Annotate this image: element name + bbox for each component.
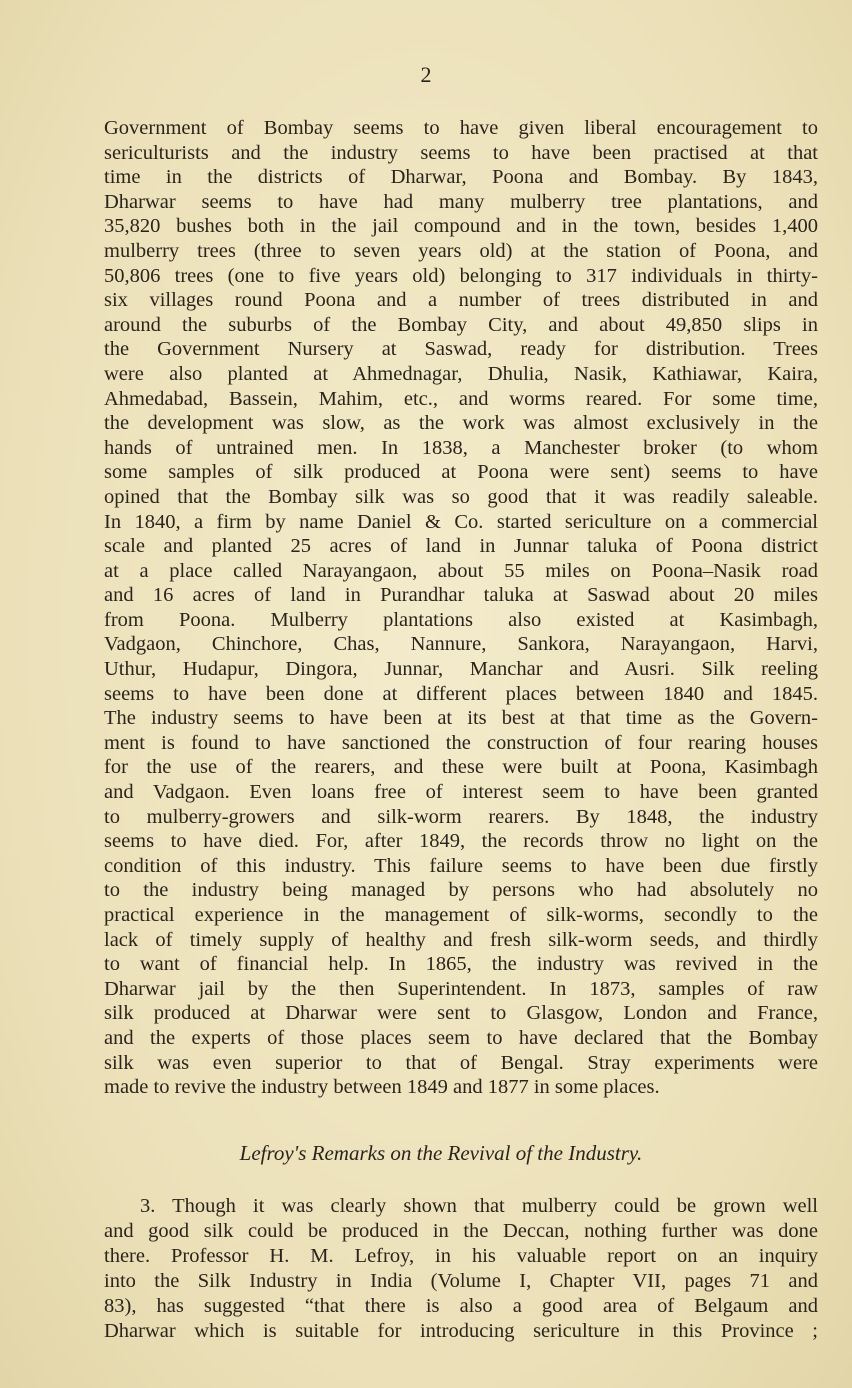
text-line: opined that the Bombay silk was so good that it was readily saleable.	[104, 485, 818, 508]
text-line: for the use of the rearers, and these were built at Poona, Kasimbagh	[104, 756, 818, 779]
text-line: lack of timely supply of healthy and fresh silk-worm seeds, and thirdly	[104, 928, 818, 951]
text-line: Vadgaon, Chinchore, Chas, Nannure, Sankora, Narayangaon, Harvi,	[104, 633, 818, 656]
text-line: Dharwar which is suitable for introducing sericulture in this Province ;	[104, 1320, 818, 1342]
text-line: and Vadgaon. Even loans free of interest seem to have been granted	[104, 781, 818, 804]
text-line: Dharwar seems to have had many mulberry tree plantations, and	[104, 190, 818, 213]
text-line: The industry seems to have been at its best at that time as the Govern-	[104, 707, 818, 730]
text-line: practical experience in the management of silk-worms, secondly to the	[104, 904, 818, 926]
text-line: there. Professor H. M. Lefroy, in his valuable report on an inquiry	[104, 1245, 818, 1267]
text-line: In 1840, a firm by name Daniel & Co. started sericulture on a commercial	[104, 510, 818, 533]
text-line: mulberry trees (three to seven years old) at the station of Poona, and	[104, 239, 818, 262]
text-line: around the suburbs of the Bombay City, and about 49,850 slips in	[104, 313, 818, 336]
text-line: hands of untrained men. In 1838, a Manchester broker (to whom	[104, 436, 818, 459]
text-line: some samples of silk produced at Poona were sent) seems to have	[104, 461, 818, 484]
text-line: the Government Nursery at Saswad, ready for distribution. Trees	[104, 338, 818, 361]
text-line: time in the districts of Dharwar, Poona and Bombay. By 1843,	[104, 166, 818, 189]
text-line: Uthur, Hudapur, Dingora, Junnar, Manchar and Ausri. Silk reeling	[104, 658, 818, 681]
text-line: and 16 acres of land in Purandhar taluka at Saswad about 20 miles	[104, 584, 818, 607]
text-line: 3. Though it was clearly shown that mulberry could be grown well	[140, 1195, 818, 1217]
text-line: Ahmedabad, Bassein, Mahim, etc., and worms reared. For some time,	[104, 387, 818, 410]
text-line: and the experts of those places seem to have declared that the Bombay	[104, 1026, 818, 1049]
text-line: 35,820 bushes both in the jail compound and in the town, besides 1,400	[104, 215, 818, 238]
text-line: seems to have been done at different places between 1840 and 1845.	[104, 682, 818, 705]
text-line: made to revive the industry between 1849 and 1877 in some places.	[104, 1076, 660, 1099]
text-line: into the Silk Industry in India (Volume I, Chapter VII, pages 71 and	[104, 1270, 818, 1292]
text-line: seems to have died. For, after 1849, the records throw no light on the	[104, 830, 818, 853]
text-line: to want of financial help. In 1865, the industry was revived in the	[104, 953, 818, 976]
section-heading: Lefroy's Remarks on the Revival of the Industry.	[239, 1141, 643, 1165]
text-line: and good silk could be produced in the Deccan, nothing further was done	[104, 1220, 818, 1242]
text-line: condition of this industry. This failure seems to have been due firstly	[104, 854, 818, 877]
paragraph-1	[104, 116, 818, 1100]
text-line: silk produced at Dharwar were sent to Glasgow, London and France,	[104, 1002, 818, 1025]
text-line: at a place called Narayangaon, about 55 miles on Poona–Nasik road	[104, 559, 818, 582]
text-line: from Poona. Mulberry plantations also existed at Kasimbagh,	[104, 608, 818, 631]
text-line: were also planted at Ahmednagar, Dhulia, Nasik, Kathiawar, Kaira,	[104, 362, 818, 385]
text-line: 50,806 trees (one to five years old) belonging to 317 individuals in thirty-	[104, 264, 818, 287]
text-line: Dharwar jail by the then Superintendent. In 1873, samples of raw	[104, 977, 818, 1000]
text-line: ment is found to have sanctioned the construction of four rearing houses	[104, 731, 818, 754]
text-line: 83), has suggested “that there is also a good area of Belgaum and	[104, 1295, 818, 1317]
text-line: to mulberry-growers and silk-worm rearers. By 1848, the industry	[104, 805, 818, 828]
text-line: to the industry being managed by persons who had absolutely no	[104, 879, 818, 902]
text-line: the development was slow, as the work was almost exclusively in the	[104, 412, 818, 435]
page-number: 2	[420, 62, 432, 87]
text-line: Government of Bombay seems to have given liberal encouragement to	[104, 117, 818, 139]
text-line: six villages round Poona and a number of trees distributed in and	[104, 289, 818, 312]
text-line: scale and planted 25 acres of land in Junnar taluka of Poona district	[104, 535, 818, 558]
text-line: sericulturists and the industry seems to have been practised at that	[104, 141, 818, 164]
text-line: silk was even superior to that of Bengal. Stray experiments were	[104, 1051, 818, 1074]
paragraph-3	[104, 1194, 818, 1344]
